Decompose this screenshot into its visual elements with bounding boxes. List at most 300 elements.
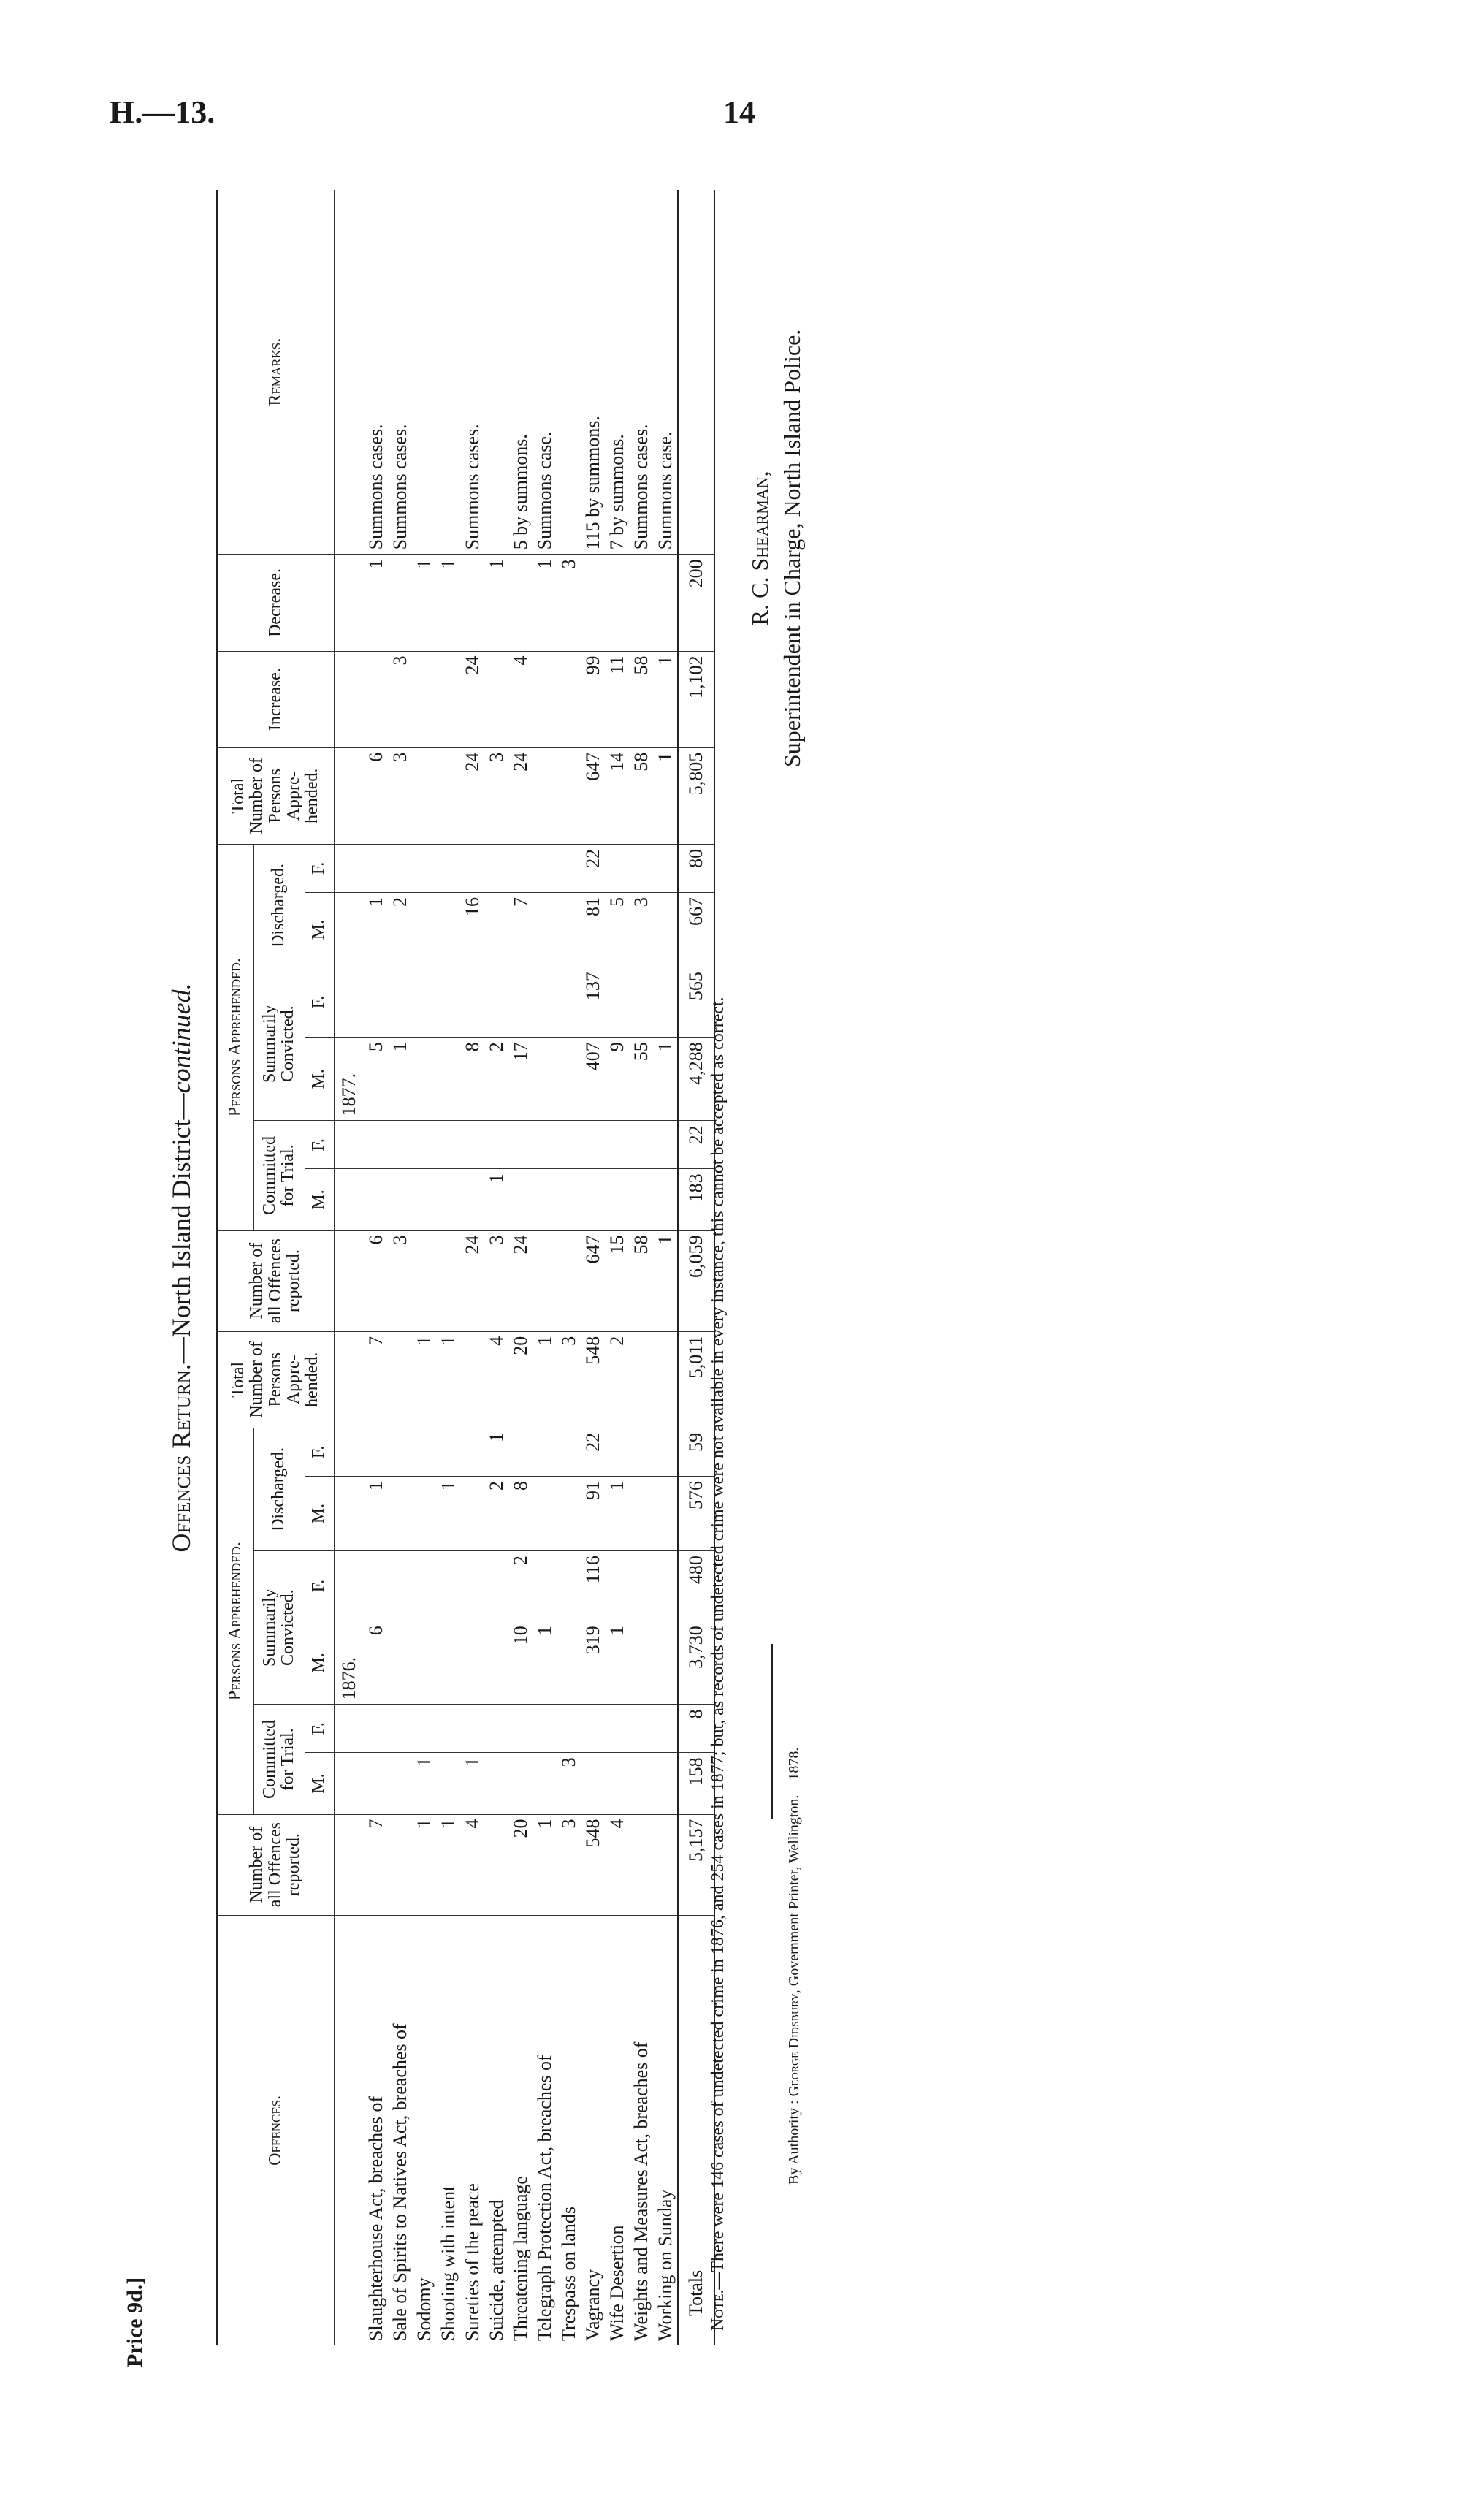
cell-dec	[388, 555, 412, 651]
cell-b-tot	[436, 747, 460, 844]
cell-inc	[557, 651, 581, 747]
cell-b-sf	[605, 967, 629, 1038]
cell-b-df	[412, 844, 436, 892]
cell-b-cm	[364, 1169, 388, 1230]
cell-b-sm: 17	[508, 1038, 533, 1121]
remark-cell: 7 by summons.	[605, 190, 629, 555]
remark-cell: Summons case.	[533, 190, 557, 555]
total-b-cf: 22	[678, 1121, 714, 1169]
year-1876: 1876.	[334, 1621, 364, 1705]
cell-a-dm	[653, 1476, 678, 1550]
total-a-sm: 3,730	[678, 1621, 714, 1705]
cell-b-df	[557, 844, 581, 892]
cell-b-cf	[533, 1121, 557, 1169]
f-header: F.	[305, 1121, 334, 1169]
table-row	[508, 190, 533, 2345]
remark-cell	[678, 190, 714, 555]
cell-a-sf	[484, 1551, 508, 1621]
table-row	[605, 190, 629, 2345]
offence-name: Trespass on lands	[557, 2207, 579, 2341]
remark-cell: 5 by summons.	[508, 190, 533, 555]
remark-cell	[436, 190, 460, 555]
cell-a-cm	[653, 1753, 678, 1814]
cell-a-sm	[388, 1621, 412, 1705]
cell-b-cm	[605, 1169, 629, 1230]
cell-dec	[508, 555, 533, 651]
cell-a-cm	[533, 1753, 557, 1814]
offence-name: Sale of Spirits to Natives Act, breaches of	[389, 2023, 411, 2341]
cell-a-cm	[581, 1753, 605, 1814]
cell-a-sf	[460, 1551, 484, 1621]
cell-a-rep	[484, 1814, 508, 1915]
cell-a-df	[388, 1428, 412, 1476]
cell-b-sm: 55	[629, 1038, 653, 1121]
cell-dec: 1	[436, 555, 460, 651]
cell-a-sm	[412, 1621, 436, 1705]
cell-a-dm: 1	[364, 1476, 388, 1550]
cell-a-rep: 548	[581, 1814, 605, 1915]
cell-b-df	[436, 844, 460, 892]
offence-name: Threatening language	[509, 2176, 531, 2341]
cell-a-dm: 2	[484, 1476, 508, 1550]
f-header: F.	[305, 967, 334, 1038]
cell-a-sf: 2	[508, 1551, 533, 1621]
cell-b-cm	[629, 1169, 653, 1230]
summarily-header-1876: Summarily Convicted.	[253, 1551, 305, 1705]
cell-inc: 24	[460, 651, 484, 747]
cell-a-sm: 1	[533, 1621, 557, 1705]
title-main: Offences Return.	[167, 1363, 196, 1553]
total-b-cm: 183	[678, 1169, 714, 1230]
remark-cell	[412, 190, 436, 555]
m-header: M.	[305, 1753, 334, 1814]
cell-a-sf	[629, 1551, 653, 1621]
committed-header-1877: Committed for Trial.	[253, 1121, 305, 1230]
title-rest: —North Island District—	[167, 1093, 196, 1364]
remark-cell: 115 by summons.	[581, 190, 605, 555]
cell-a-cm: 1	[460, 1753, 484, 1814]
cell-a-df	[629, 1428, 653, 1476]
total-a-cf: 8	[678, 1705, 714, 1753]
cell-a-tot: 1	[412, 1331, 436, 1428]
cell-b-tot: 24	[508, 747, 533, 844]
summarily-header-1877: Summarily Convicted.	[253, 967, 305, 1121]
table-row	[460, 190, 484, 2345]
cell-b-dm: 2	[388, 892, 412, 967]
cell-dec	[605, 555, 629, 651]
cell-b-df	[508, 844, 533, 892]
cell-dec: 3	[557, 555, 581, 651]
cell-b-cm	[508, 1169, 533, 1230]
cell-b-cf	[436, 1121, 460, 1169]
cell-b-cf	[508, 1121, 533, 1169]
page-number: 14	[723, 94, 755, 130]
cell-a-tot: 2	[605, 1331, 629, 1428]
cell-a-cf	[533, 1705, 557, 1753]
table-row	[581, 190, 605, 2345]
cell-a-dm	[533, 1476, 557, 1550]
offence-name: Weights and Measures Act, breaches of	[630, 2041, 652, 2341]
cell-b-tot: 24	[460, 747, 484, 844]
total-a-rep: 5,157	[678, 1814, 714, 1915]
note-text: —There were 146 cases of undetected crime in 1876, and 254 cases in 1877; but, as records of undetected crime were not available in every instance, this cannot be accepted as correct.	[709, 997, 728, 2290]
committed-header-1876: Committed for Trial.	[253, 1705, 305, 1814]
cell-b-df	[388, 844, 412, 892]
cell-b-sm: 407	[581, 1038, 605, 1121]
cell-a-df	[653, 1428, 678, 1476]
cell-a-rep	[653, 1814, 678, 1915]
cell-b-df	[364, 844, 388, 892]
cell-a-sm	[557, 1621, 581, 1705]
cell-b-df	[533, 844, 557, 892]
m-header: M.	[305, 1169, 334, 1230]
cell-b-cf	[412, 1121, 436, 1169]
cell-a-sm	[436, 1621, 460, 1705]
cell-b-dm	[436, 892, 460, 967]
rotated-table-sheet	[159, 190, 831, 2345]
table-row	[629, 190, 653, 2345]
cell-b-rep	[436, 1230, 460, 1331]
cell-a-tot	[388, 1331, 412, 1428]
cell-b-sf	[508, 967, 533, 1038]
cell-a-df: 1	[484, 1428, 508, 1476]
table-row	[653, 190, 678, 2345]
cell-a-df	[508, 1428, 533, 1476]
cell-a-cm	[605, 1753, 629, 1814]
cell-a-sf	[412, 1551, 436, 1621]
cell-inc	[533, 651, 557, 747]
cell-b-cm	[388, 1169, 412, 1230]
offences-table	[216, 190, 715, 2345]
year-1877: 1877.	[334, 1038, 364, 1121]
cell-a-tot: 1	[436, 1331, 460, 1428]
cell-a-sm	[484, 1621, 508, 1705]
cell-b-rep	[533, 1230, 557, 1331]
m-header: M.	[305, 892, 334, 967]
cell-b-cf	[653, 1121, 678, 1169]
cell-a-cm: 1	[412, 1753, 436, 1814]
cell-a-cf	[484, 1705, 508, 1753]
cell-a-dm	[388, 1476, 412, 1550]
cell-b-sf	[484, 967, 508, 1038]
cell-a-cf	[436, 1705, 460, 1753]
cell-a-sf	[436, 1551, 460, 1621]
remark-cell	[557, 190, 581, 555]
cell-a-sm: 6	[364, 1621, 388, 1705]
cell-a-rep: 20	[508, 1814, 533, 1915]
cell-b-dm	[653, 892, 678, 967]
cell-a-sf	[605, 1551, 629, 1621]
cell-b-cm: 1	[484, 1169, 508, 1230]
cell-a-sf: 116	[581, 1551, 605, 1621]
cell-b-tot: 6	[364, 747, 388, 844]
cell-inc: 11	[605, 651, 629, 747]
cell-b-rep	[557, 1230, 581, 1331]
m-header: M.	[305, 1038, 334, 1121]
cell-a-df	[460, 1428, 484, 1476]
cell-b-sf	[436, 967, 460, 1038]
offence-name: Sodomy	[413, 2277, 435, 2341]
cell-b-rep	[412, 1230, 436, 1331]
offences-header: Offences.	[217, 1915, 334, 2345]
cell-b-tot: 14	[605, 747, 629, 844]
cell-a-df	[605, 1428, 629, 1476]
offence-name: Vagrancy	[581, 2269, 603, 2341]
total-a-dm: 576	[678, 1476, 714, 1550]
price-label: Price 9d.]	[123, 2277, 147, 2367]
cell-b-rep: 3	[484, 1230, 508, 1331]
cell-dec: 1	[484, 555, 508, 651]
cell-a-sm	[460, 1621, 484, 1705]
offence-name: Sureties of the peace	[461, 2183, 483, 2341]
remark-cell: Summons cases.	[364, 190, 388, 555]
cell-dec: 1	[533, 555, 557, 651]
cell-a-cm	[388, 1753, 412, 1814]
offence-name: Telegraph Protection Act, breaches of	[533, 2055, 555, 2341]
total-header-1876: Total Number of Persons Appre- hended.	[217, 1331, 334, 1428]
cell-b-tot: 1	[653, 747, 678, 844]
remark-cell: Summons case.	[653, 190, 678, 555]
table-row	[533, 190, 557, 2345]
cell-dec	[581, 555, 605, 651]
cell-a-sm: 10	[508, 1621, 533, 1705]
cell-inc: 1	[653, 651, 678, 747]
cell-dec: 1	[364, 555, 388, 651]
cell-b-cf	[581, 1121, 605, 1169]
cell-b-df	[605, 844, 629, 892]
cell-b-cf	[557, 1121, 581, 1169]
cell-b-cm	[436, 1169, 460, 1230]
cell-b-sm: 5	[364, 1038, 388, 1121]
cell-inc: 3	[388, 651, 412, 747]
decrease-header: Decrease.	[217, 555, 334, 651]
cell-a-tot	[460, 1331, 484, 1428]
cell-b-tot	[557, 747, 581, 844]
table-row	[484, 190, 508, 2345]
cell-a-dm	[629, 1476, 653, 1550]
cell-b-cf	[605, 1121, 629, 1169]
cell-b-dm: 3	[629, 892, 653, 967]
cell-inc: 58	[629, 651, 653, 747]
total-b-sf: 565	[678, 967, 714, 1038]
cell-b-cf	[629, 1121, 653, 1169]
cell-b-df	[629, 844, 653, 892]
cell-dec	[653, 555, 678, 651]
cell-b-rep: 1	[653, 1230, 678, 1331]
cell-a-dm: 1	[436, 1476, 460, 1550]
f-header: F.	[305, 844, 334, 892]
cell-b-rep: 15	[605, 1230, 629, 1331]
cell-b-dm	[412, 892, 436, 967]
cell-a-cf	[605, 1705, 629, 1753]
cell-b-cf	[484, 1121, 508, 1169]
discharged-header-1876: Discharged.	[253, 1428, 305, 1550]
cell-b-dm: 81	[581, 892, 605, 967]
cell-b-rep: 24	[460, 1230, 484, 1331]
cell-b-sf	[412, 967, 436, 1038]
cell-a-cf	[508, 1705, 533, 1753]
cell-a-cm	[508, 1753, 533, 1814]
cell-a-tot: 7	[364, 1331, 388, 1428]
cell-b-cf	[388, 1121, 412, 1169]
cell-b-dm: 16	[460, 892, 484, 967]
cell-b-sm: 8	[460, 1038, 484, 1121]
total-header-1877: Total Number of Persons Appre- hended.	[217, 747, 334, 844]
cell-a-sf	[533, 1551, 557, 1621]
cell-b-cm	[460, 1169, 484, 1230]
cell-inc	[364, 651, 388, 747]
total-b-rep: 6,059	[678, 1230, 714, 1331]
cell-b-cm	[557, 1169, 581, 1230]
table-row	[364, 190, 388, 2345]
cell-dec: 1	[412, 555, 436, 651]
cell-a-rep: 7	[364, 1814, 388, 1915]
cell-a-df	[364, 1428, 388, 1476]
cell-inc: 4	[508, 651, 533, 747]
cell-b-cm	[581, 1169, 605, 1230]
offence-name: Shooting with intent	[437, 2185, 459, 2341]
cell-a-df	[436, 1428, 460, 1476]
cell-a-cf	[629, 1705, 653, 1753]
remark-cell	[484, 190, 508, 555]
cell-b-dm	[533, 892, 557, 967]
cell-a-dm	[557, 1476, 581, 1550]
cell-b-sf	[653, 967, 678, 1038]
return-title	[159, 190, 203, 2345]
cell-a-cm	[436, 1753, 460, 1814]
cell-a-cf	[557, 1705, 581, 1753]
table-row	[412, 190, 436, 2345]
persons-apprehended-header-1876: Persons Apprehended.	[217, 1428, 253, 1814]
printer-imprint: By Authority : George Didsbury, Government Printer, Wellington.—1878.	[786, 1747, 802, 2185]
remark-cell: Summons cases.	[388, 190, 412, 555]
cell-a-cf	[581, 1705, 605, 1753]
total-b-dm: 667	[678, 892, 714, 967]
total-a-cm: 158	[678, 1753, 714, 1814]
cell-a-dm: 91	[581, 1476, 605, 1550]
cell-a-dm: 8	[508, 1476, 533, 1550]
remarks-header: Remarks.	[217, 190, 334, 555]
cell-a-sm	[653, 1621, 678, 1705]
cell-a-rep: 1	[436, 1814, 460, 1915]
cell-b-rep: 3	[388, 1230, 412, 1331]
cell-a-cm	[484, 1753, 508, 1814]
cell-dec	[629, 555, 653, 651]
cell-a-cf	[388, 1705, 412, 1753]
note	[709, 997, 728, 2331]
m-header: M.	[305, 1476, 334, 1550]
cell-b-df	[460, 844, 484, 892]
reported-header-1876: Number of all Offences reported.	[217, 1814, 334, 1915]
cell-a-tot: 1	[533, 1331, 557, 1428]
cell-b-cf	[364, 1121, 388, 1169]
cell-a-sf	[364, 1551, 388, 1621]
cell-b-sf: 137	[581, 967, 605, 1038]
cell-b-dm: 5	[605, 892, 629, 967]
cell-b-dm: 1	[364, 892, 388, 967]
cell-a-tot: 4	[484, 1331, 508, 1428]
cell-b-sm	[533, 1038, 557, 1121]
f-header: F.	[305, 1705, 334, 1753]
total-a-sf: 480	[678, 1551, 714, 1621]
offence-name: Slaughterhouse Act, breaches of	[364, 2095, 386, 2341]
cell-a-cf	[412, 1705, 436, 1753]
persons-apprehended-header-1877: Persons Apprehended.	[217, 844, 253, 1230]
cell-b-rep: 6	[364, 1230, 388, 1331]
cell-a-rep: 1	[533, 1814, 557, 1915]
cell-b-tot: 58	[629, 747, 653, 844]
cell-a-df	[412, 1428, 436, 1476]
note-label: Note.	[709, 2289, 728, 2331]
total-b-tot: 5,805	[678, 747, 714, 844]
cell-a-cm	[364, 1753, 388, 1814]
cell-a-tot	[629, 1331, 653, 1428]
cell-a-sm	[629, 1621, 653, 1705]
cell-b-sm: 2	[484, 1038, 508, 1121]
cell-b-cm	[533, 1169, 557, 1230]
cell-b-sf	[388, 967, 412, 1038]
cell-a-sf	[557, 1551, 581, 1621]
cell-a-cm	[629, 1753, 653, 1814]
title-suffix: continued.	[167, 983, 196, 1094]
signature-title: Superintendent in Charge, North Island Police.	[779, 329, 805, 767]
table-row	[557, 190, 581, 2345]
cell-a-rep: 3	[557, 1814, 581, 1915]
cell-b-tot: 3	[484, 747, 508, 844]
offence-name: Wife Desertion	[606, 2225, 627, 2341]
cell-a-rep: 4	[460, 1814, 484, 1915]
total-dec: 200	[678, 555, 714, 651]
table-row	[436, 190, 460, 2345]
table-row	[388, 190, 412, 2345]
cell-a-rep	[629, 1814, 653, 1915]
cell-a-sf	[653, 1551, 678, 1621]
cell-b-sm: 1	[653, 1038, 678, 1121]
cell-b-tot: 647	[581, 747, 605, 844]
cell-b-dm	[484, 892, 508, 967]
offence-name: Working on Sunday	[654, 2189, 676, 2341]
cell-a-cf	[460, 1705, 484, 1753]
m-header: M.	[305, 1621, 334, 1705]
remark-cell: Summons cases.	[460, 190, 484, 555]
cell-a-cm: 3	[557, 1753, 581, 1814]
cell-a-rep: 1	[412, 1814, 436, 1915]
cell-a-dm	[460, 1476, 484, 1550]
cell-a-df	[557, 1428, 581, 1476]
cell-b-sf	[629, 967, 653, 1038]
cell-a-cf	[364, 1705, 388, 1753]
cell-b-df: 22	[581, 844, 605, 892]
signature-block	[744, 330, 808, 767]
cell-inc	[412, 651, 436, 747]
cell-inc	[484, 651, 508, 747]
cell-b-rep: 58	[629, 1230, 653, 1331]
totals-label: Totals	[678, 1915, 714, 2345]
cell-a-tot: 548	[581, 1331, 605, 1428]
total-b-sm: 4,288	[678, 1038, 714, 1121]
total-a-tot: 5,011	[678, 1331, 714, 1428]
cell-b-cm	[412, 1169, 436, 1230]
cell-b-dm: 7	[508, 892, 533, 967]
cell-b-sf	[460, 967, 484, 1038]
cell-a-tot: 3	[557, 1331, 581, 1428]
total-a-df: 59	[678, 1428, 714, 1476]
cell-inc	[436, 651, 460, 747]
cell-b-sf	[364, 967, 388, 1038]
cell-a-sm: 319	[581, 1621, 605, 1705]
cell-b-cf	[460, 1121, 484, 1169]
total-b-df: 80	[678, 844, 714, 892]
